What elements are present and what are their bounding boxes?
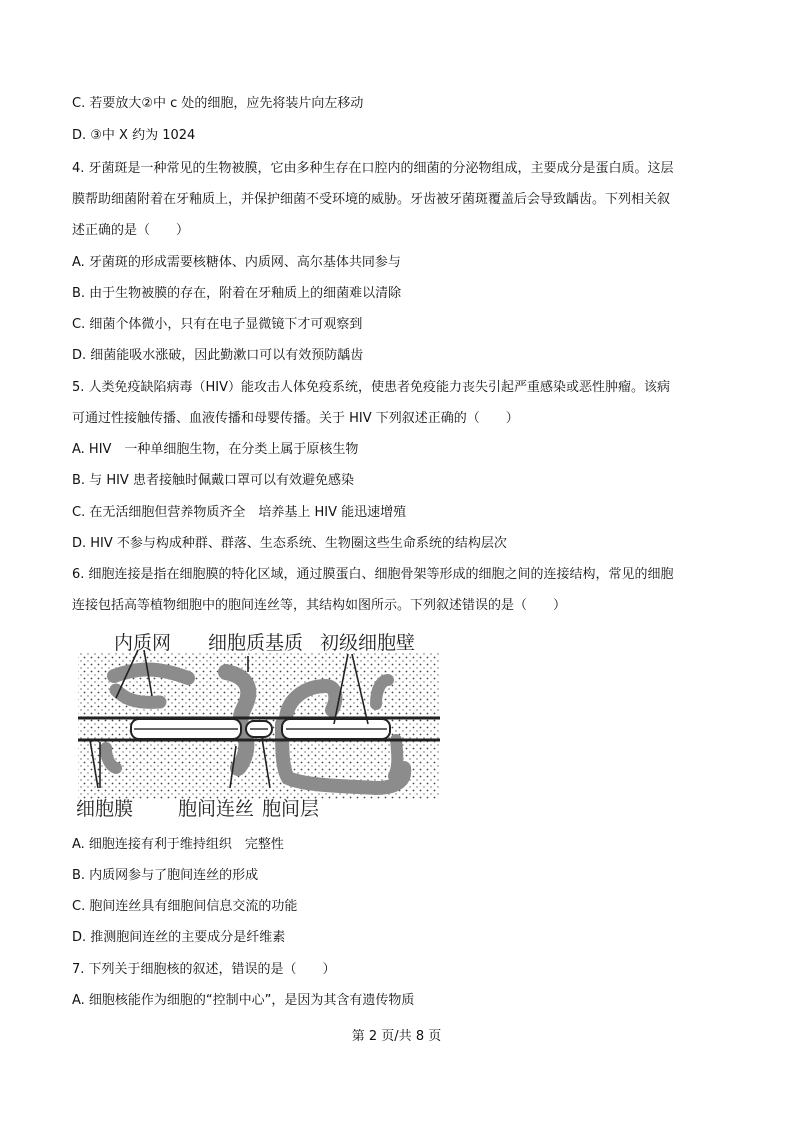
label-cytosol: 细胞质基质 — [208, 632, 304, 654]
option-b-q6: B. 内质网参与了胞间连丝的形成 — [72, 868, 259, 883]
question-5-line1: 5. 人类免疫缺陷病毒（HIV）能攻击人体免疫系统，使患者免疫能力丧失引起严重感染或恶性肿瘤。该病 — [72, 380, 671, 395]
option-b-q4: B. 由于生物被膜的存在，附着在牙釉质上的细菌难以清除 — [72, 286, 402, 301]
option-c-q6: C. 胞间连丝具有细胞间信息交流的功能 — [72, 899, 298, 914]
plasmodesma-diagram — [76, 628, 442, 818]
label-middle-lamella: 胞间层 — [262, 798, 320, 820]
option-a-q5: A. HIV 一种单细胞生物，在分类上属于原核生物 — [72, 442, 359, 457]
question-5-line2: 可通过性接触传播、血液传播和母婴传播。关于 HIV 下列叙述正确的（ ） — [72, 411, 519, 426]
option-c-q5: C. 在无活细胞但营养物质齐全 培养基上 HIV 能迅速增殖 — [72, 505, 407, 520]
question-4-line1: 4. 牙菌斑是一种常见的生物被膜，它由多种生存在口腔内的细菌的分泌物组成，主要成分是蛋白质。这层 — [72, 161, 674, 176]
label-er: 内质网 — [114, 632, 172, 654]
option-b-q5: B. 与 HIV 患者接触时佩戴口罩可以有效避免感染 — [72, 473, 354, 488]
question-4-line2: 膜帮助细菌附着在牙釉质上，并保护细菌不受环境的威胁。牙齿被牙菌斑覆盖后会导致龋齿。下列相关叙 — [72, 192, 671, 207]
option-d-q5: D. HIV 不参与构成种群、群落、生态系统、生物圈这些生命系统的结构层次 — [72, 536, 507, 551]
option-d-q4: D. 细菌能吸水涨破，因此勤漱口可以有效预防龋齿 — [72, 348, 364, 363]
option-c-q4: C. 细菌个体微小，只有在电子显微镜下才可观察到 — [72, 317, 363, 332]
plasmodesma-figure — [76, 628, 442, 818]
option-a-q7: A. 细胞核能作为细胞的“控制中心”，是因为其含有遗传物质 — [72, 993, 415, 1008]
question-6-line1: 6. 细胞连接是指在细胞膜的特化区域，通过膜蛋白、细胞骨架等形成的细胞之间的连接结构，常见的细胞 — [72, 567, 674, 582]
question-7-line1: 7. 下列关于细胞核的叙述，错误的是（ ） — [72, 962, 336, 977]
option-a-q4: A. 牙菌斑的形成需要核糖体、内质网、高尔基体共同参与 — [72, 255, 401, 270]
label-membrane: 细胞膜 — [76, 798, 134, 820]
label-plasmodesma: 胞间连丝 — [178, 798, 255, 820]
option-c-q3: C. 若要放大②中 c 处的细胞，应先将装片向左移动 — [72, 96, 364, 111]
option-d-q3: D. ③中 X 约为 1024 — [72, 128, 196, 143]
option-a-q6: A. 细胞连接有利于维持组织 完整性 — [72, 837, 284, 852]
question-4-line3: 述正确的是（ ） — [72, 223, 190, 238]
page-footer: 第 2 页/共 8 页 — [351, 1029, 442, 1044]
label-primary-wall: 初级细胞壁 — [320, 632, 416, 654]
question-6-line2: 连接包括高等植物细胞中的胞间连丝等，其结构如图所示。下列叙述错误的是（ ） — [72, 598, 567, 613]
option-d-q6: D. 推测胞间连丝的主要成分是纤维素 — [72, 930, 286, 945]
